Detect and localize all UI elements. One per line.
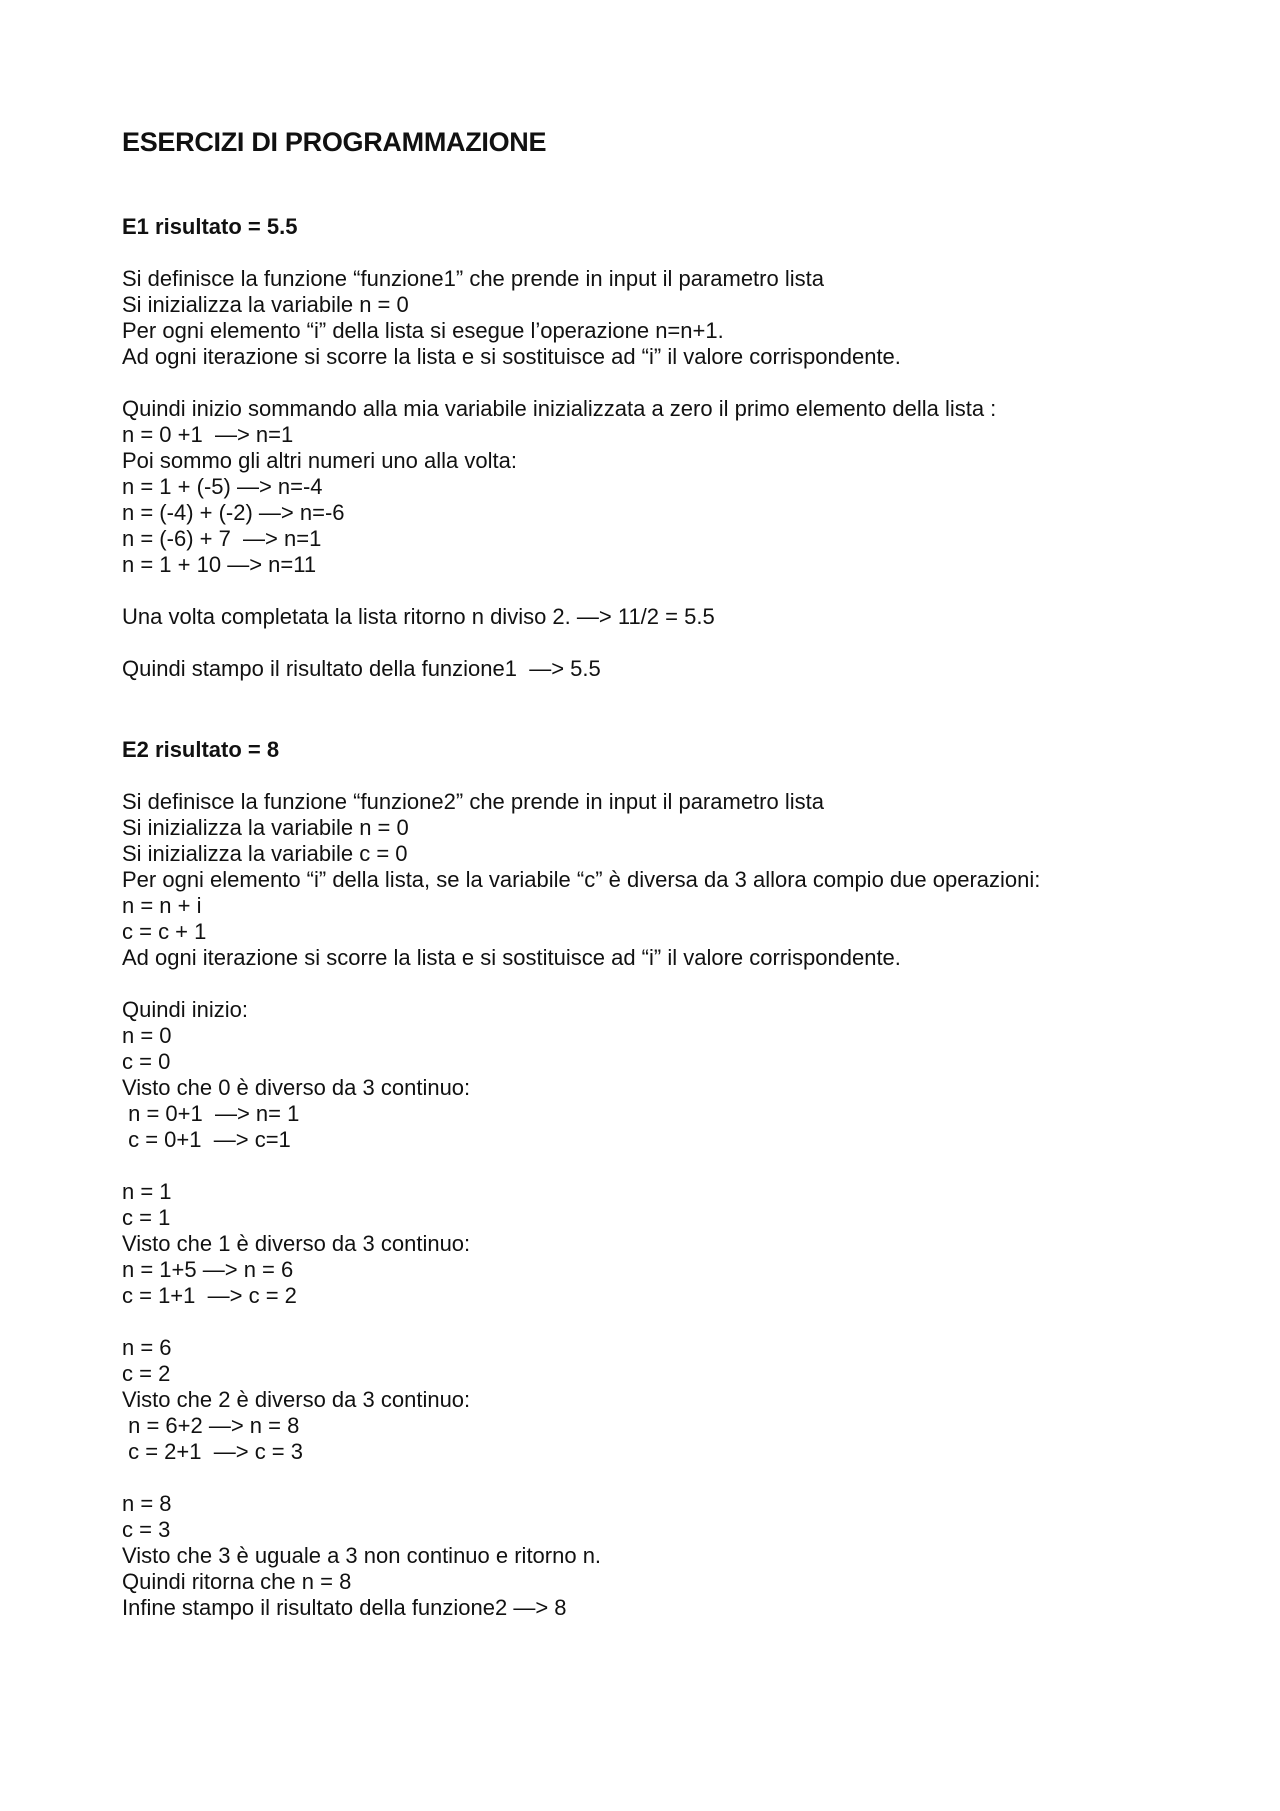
text-line: Si definisce la funzione “funzione1” che prende in input il parametro lista (122, 266, 824, 291)
text-line: Si inizializza la variabile c = 0 (122, 841, 408, 866)
section-e1 (122, 214, 1222, 682)
text-line: Si definisce la funzione “funzione2” che prende in input il parametro lista (122, 789, 824, 814)
spacer (122, 682, 1222, 737)
section-e2 (122, 737, 1222, 1621)
text-line: n = 0 +1 —> n=1 (122, 422, 294, 447)
spacer (122, 162, 1222, 214)
text-line: n = 1 (122, 1179, 172, 1204)
text-line: Visto che 1 è diverso da 3 continuo: (122, 1231, 471, 1256)
text-line: n = 0+1 —> n= 1 (122, 1101, 300, 1126)
text-line: Quindi inizio: (122, 997, 248, 1022)
text-line: Si inizializza la variabile n = 0 (122, 815, 409, 840)
text-line: c = 1 (122, 1205, 171, 1230)
section-heading: E2 risultato = 8 (122, 737, 280, 762)
text-line: Per ogni elemento “i” della lista si esegue l’operazione n=n+1. (122, 318, 724, 343)
text-line: Quindi inizio sommando alla mia variabile inizializzata a zero il primo elemento della lista : (122, 396, 997, 421)
text-line: n = 1 + (-5) —> n=-4 (122, 474, 323, 499)
text-line: c = 2+1 —> c = 3 (122, 1439, 303, 1464)
text-line: n = n + i (122, 893, 202, 918)
text-line: Poi sommo gli altri numeri uno alla volta: (122, 448, 517, 473)
document-page (122, 122, 1222, 1621)
text-line: Quindi ritorna che n = 8 (122, 1569, 352, 1594)
text-line: Ad ogni iterazione si scorre la lista e si sostituisce ad “i” il valore corrispondente. (122, 945, 901, 970)
text-line: n = (-4) + (-2) —> n=-6 (122, 500, 345, 525)
text-line: Visto che 3 è uguale a 3 non continuo e ritorno n. (122, 1543, 602, 1568)
text-line: Visto che 0 è diverso da 3 continuo: (122, 1075, 471, 1100)
text-line: c = 0 (122, 1049, 171, 1074)
document-title: ESERCIZI DI PROGRAMMAZIONE (122, 127, 547, 157)
text-line: Una volta completata la lista ritorno n diviso 2. —> 11/2 = 5.5 (122, 604, 715, 629)
text-line: Si inizializza la variabile n = 0 (122, 292, 409, 317)
text-line: n = 1+5 —> n = 6 (122, 1257, 294, 1282)
text-line: c = 1+1 —> c = 2 (122, 1283, 297, 1308)
text-line: c = c + 1 (122, 919, 207, 944)
section-heading: E1 risultato = 5.5 (122, 214, 298, 239)
text-line: n = (-6) + 7 —> n=1 (122, 526, 322, 551)
text-line: Visto che 2 è diverso da 3 continuo: (122, 1387, 471, 1412)
text-line: n = 8 (122, 1491, 172, 1516)
text-line: c = 3 (122, 1517, 171, 1542)
text-line: c = 2 (122, 1361, 171, 1386)
text-line: n = 0 (122, 1023, 172, 1048)
text-line: c = 0+1 —> c=1 (122, 1127, 291, 1152)
text-line: Ad ogni iterazione si scorre la lista e si sostituisce ad “i” il valore corrispondente. (122, 344, 901, 369)
text-line: n = 6+2 —> n = 8 (122, 1413, 300, 1438)
text-line: Per ogni elemento “i” della lista, se la variabile “c” è diversa da 3 allora compio due operazioni: (122, 867, 1041, 892)
text-line: n = 6 (122, 1335, 172, 1360)
text-line: Quindi stampo il risultato della funzione1 —> 5.5 (122, 656, 601, 681)
text-line: Infine stampo il risultato della funzione2 —> 8 (122, 1595, 567, 1620)
text-line: n = 1 + 10 —> n=11 (122, 552, 317, 577)
